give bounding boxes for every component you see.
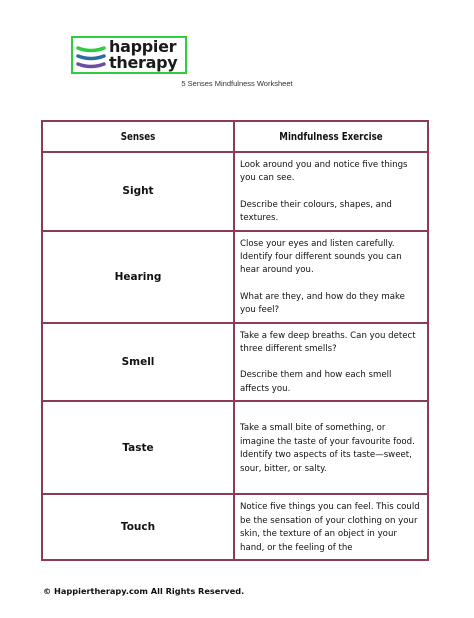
mindfulness-table [41,120,429,561]
exercise-paragraph: Look around you and notice five things you can see. [240,160,408,184]
sense-label: Smell [42,323,234,402]
copyright-footer: © Happiertherapy.com All Rights Reserved. [43,586,245,596]
exercise-cell [234,494,428,560]
sense-label: Hearing [42,231,234,323]
exercise-paragraph: Take a small bite of something, or imagine the taste of your favourite food. Identify two aspects of its taste—sweet, sour, bitter, or salty. [240,423,415,474]
table-header-row [42,121,428,152]
table-row-taste [42,401,428,494]
table-row-sight [42,152,428,231]
sense-label: Taste [42,401,234,494]
exercise-cell [234,152,428,231]
worksheet-subtitle: 5 Senses Mindfulness Worksheet [181,79,293,88]
exercise-paragraph: Describe their colours, shapes, and textures. [240,199,392,224]
table-row-hearing [42,231,428,323]
header-senses: Senses [50,121,227,152]
happier-therapy-logo [71,36,187,74]
exercise-paragraph: Take a few deep breaths. Can you detect three different smells? [240,330,416,355]
logo-line-1: happier [109,37,177,56]
sense-label: Sight [42,152,234,231]
header-exercise: Mindfulness Exercise [242,121,420,152]
exercise-paragraph: Notice five things you can feel. This could be the sensation of your clothing on your skin, the texture of an object in your hand, or the feeling of the [240,502,420,553]
exercise-paragraph: Describe them and how each smell affects you. [240,370,392,394]
table-row-smell [42,323,428,402]
table-row-touch [42,494,428,560]
logo-line-2: therapy [109,53,178,72]
exercise-cell [234,231,428,323]
exercise-cell [234,401,428,494]
waves-icon [76,41,106,71]
exercise-cell [234,323,428,402]
exercise-paragraph: Close your eyes and listen carefully. Identify four different sounds you can hear around you. [240,238,402,276]
sense-label: Touch [42,494,234,560]
exercise-paragraph: What are they, and how do they make you feel? [240,291,405,316]
logo-wordmark [109,39,177,71]
